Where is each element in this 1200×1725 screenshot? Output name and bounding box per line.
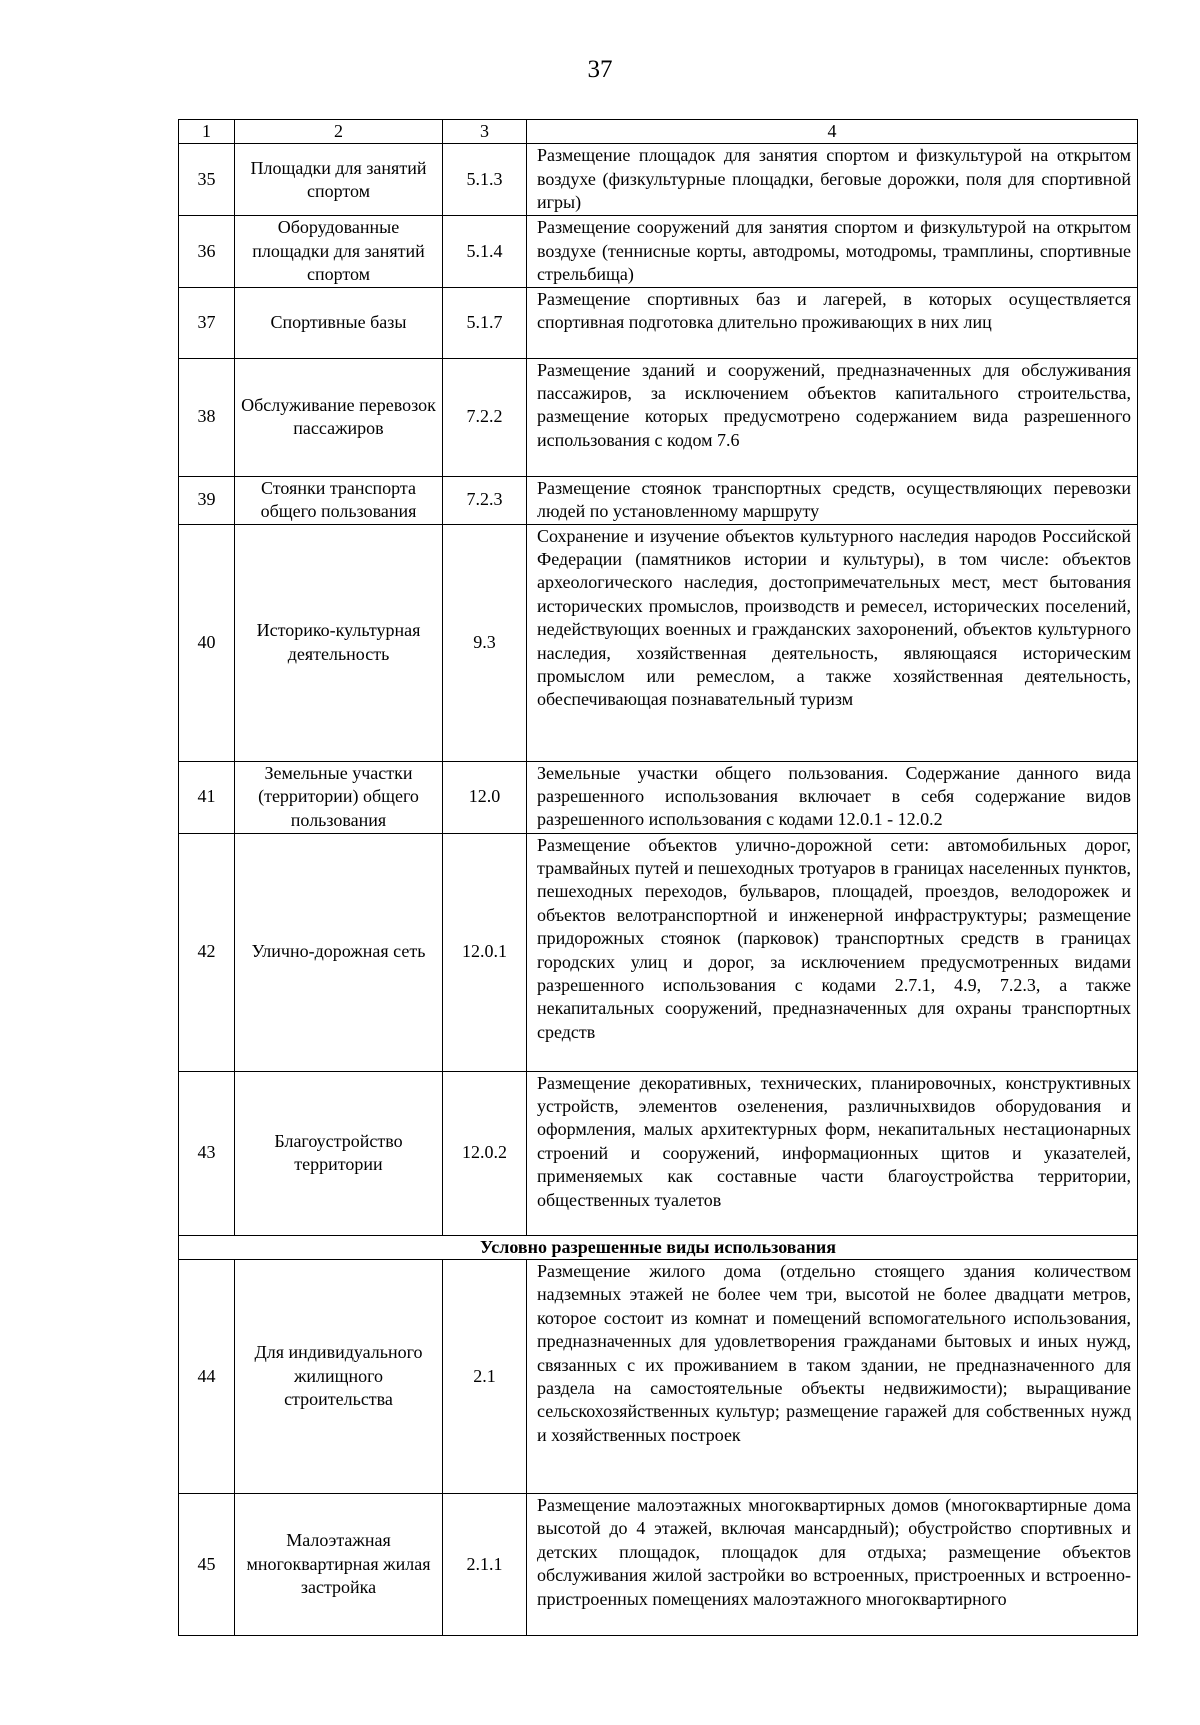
header-col-2: 2 xyxy=(235,120,443,144)
row-name: Благоустройство территории xyxy=(235,1071,443,1235)
row-number: 36 xyxy=(179,216,235,287)
page-number: 37 xyxy=(587,56,613,83)
row-name: Обслуживание перевозок пассажиров xyxy=(235,358,443,476)
table-row xyxy=(179,216,1138,287)
row-number: 42 xyxy=(179,833,235,1071)
row-number: 45 xyxy=(179,1494,235,1636)
table-row xyxy=(179,761,1138,833)
table-row xyxy=(179,287,1138,358)
row-code: 5.1.4 xyxy=(443,216,527,287)
row-number: 39 xyxy=(179,476,235,524)
row-description: Размещение сооружений для занятия спортом и физкультурой на открытом воздухе (теннисные корты, автодромы, мотодромы, трамплины, спортивные стрельбища) xyxy=(527,216,1138,287)
table-row xyxy=(179,1071,1138,1235)
row-code: 7.2.2 xyxy=(443,358,527,476)
row-name: Стоянки транспорта общего пользования xyxy=(235,476,443,524)
row-number: 37 xyxy=(179,287,235,358)
row-name: Земельные участки (территории) общего пользования xyxy=(235,761,443,833)
row-number: 35 xyxy=(179,144,235,216)
table-header-row xyxy=(179,120,1138,144)
row-code: 5.1.3 xyxy=(443,144,527,216)
row-code: 2.1.1 xyxy=(443,1494,527,1636)
row-description: Размещение декоративных, технических, планировочных, конструктивных устройств, элементов озеленения, различныхвидов оборудования и оформления, малых архитектурных форм, некапитальных нестационарных строений и сооружений, информационных щитов и указателей, применяемых как составные части благоустройства территории, общественных туалетов xyxy=(527,1071,1138,1235)
table-row xyxy=(179,476,1138,524)
row-name: Малоэтажная многоквартирная жилая застройка xyxy=(235,1494,443,1636)
table-row xyxy=(179,358,1138,476)
row-code: 9.3 xyxy=(443,524,527,761)
row-name: Оборудованные площадки для занятий спортом xyxy=(235,216,443,287)
row-number: 40 xyxy=(179,524,235,761)
row-code: 12.0.1 xyxy=(443,833,527,1071)
row-name: Спортивные базы xyxy=(235,287,443,358)
row-description: Размещение жилого дома (отдельно стоящего здания количеством надземных этажей не более чем три, высотой не более двадцати метров, которое состоит из комнат и помещений вспомогательного использования, предназначенных для удовлетворения гражданами бытовых и иных нужд, связанных с их проживанием в таком здании, не предназначенного для раздела на самостоятельные объекты недвижимости); выращивание сельскохозяйственных культур; размещение гаражей для собственных нужд и хозяйственных построек xyxy=(527,1260,1138,1494)
table-row xyxy=(179,144,1138,216)
row-description: Размещение объектов улично-дорожной сети: автомобильных дорог, трамвайных путей и пешеходных тротуаров в границах населенных пунктов, пешеходных переходов, бульваров, площадей, проездов, велодорожек и объектов велотранспортной и инженерной инфраструктуры; размещение придорожных стоянок (парковок) транспортных средств в границах городских улиц и дорог, за исключением предусмотренных видами разрешенного использования с кодами 2.7.1, 4.9, 7.2.3, а также некапитальных сооружений, предназначенных для охраны транспортных средств xyxy=(527,833,1138,1071)
header-col-4: 4 xyxy=(527,120,1138,144)
row-description: Размещение стоянок транспортных средств, осуществляющих перевозки людей по установленному маршруту xyxy=(527,476,1138,524)
table-row xyxy=(179,1260,1138,1494)
row-name: Историко-культурная деятельность xyxy=(235,524,443,761)
row-name: Для индивидуального жилищного строительства xyxy=(235,1260,443,1494)
row-code: 12.0.2 xyxy=(443,1071,527,1235)
section-title: Условно разрешенные виды использования xyxy=(179,1235,1138,1259)
row-code: 5.1.7 xyxy=(443,287,527,358)
row-code: 12.0 xyxy=(443,761,527,833)
row-description: Земельные участки общего пользования. Содержание данного вида разрешенного использования включает в себя содержание видов разрешенного использования с кодами 12.0.1 - 12.0.2 xyxy=(527,761,1138,833)
row-number: 38 xyxy=(179,358,235,476)
row-code: 7.2.3 xyxy=(443,476,527,524)
table-row xyxy=(179,1494,1138,1636)
row-description: Размещение площадок для занятия спортом и физкультурой на открытом воздухе (физкультурные площадки, беговые дорожки, поля для спортивной игры) xyxy=(527,144,1138,216)
table-row xyxy=(179,524,1138,761)
row-name: Площадки для занятий спортом xyxy=(235,144,443,216)
row-name: Улично-дорожная сеть xyxy=(235,833,443,1071)
row-description: Размещение спортивных баз и лагерей, в которых осуществляется спортивная подготовка длительно проживающих в них лиц xyxy=(527,287,1138,358)
header-col-1: 1 xyxy=(179,120,235,144)
row-number: 44 xyxy=(179,1260,235,1494)
row-number: 41 xyxy=(179,761,235,833)
table-row xyxy=(179,833,1138,1071)
header-col-3: 3 xyxy=(443,120,527,144)
row-description: Сохранение и изучение объектов культурного наследия народов Российской Федерации (памятников истории и культуры), в том числе: объектов археологического наследия, достопримечательных мест, мест бытования исторических промыслов, производств и ремесел, исторических поселений, недействующих военных и гражданских захоронений, объектов культурного наследия, хозяйственная деятельность, являющаяся историческим промыслом или ремеслом, а также хозяйственная деятельность, обеспечивающая познавательный туризм xyxy=(527,524,1138,761)
section-header-row xyxy=(179,1235,1138,1259)
row-description: Размещение зданий и сооружений, предназначенных для обслуживания пассажиров, за исключением объектов капитального строительства, размещение которых предусмотрено содержанием вида разрешенного использования с кодом 7.6 xyxy=(527,358,1138,476)
row-description: Размещение малоэтажных многоквартирных домов (многоквартирные дома высотой до 4 этажей, включая мансардный); обустройство спортивных и детских площадок, площадок для отдыха; размещение объектов обслуживания жилой застройки во встроенных, пристроенных и встроенно-пристроенных помещениях малоэтажного многоквартирного xyxy=(527,1494,1138,1636)
land-use-table xyxy=(178,119,1138,1636)
row-code: 2.1 xyxy=(443,1260,527,1494)
row-number: 43 xyxy=(179,1071,235,1235)
